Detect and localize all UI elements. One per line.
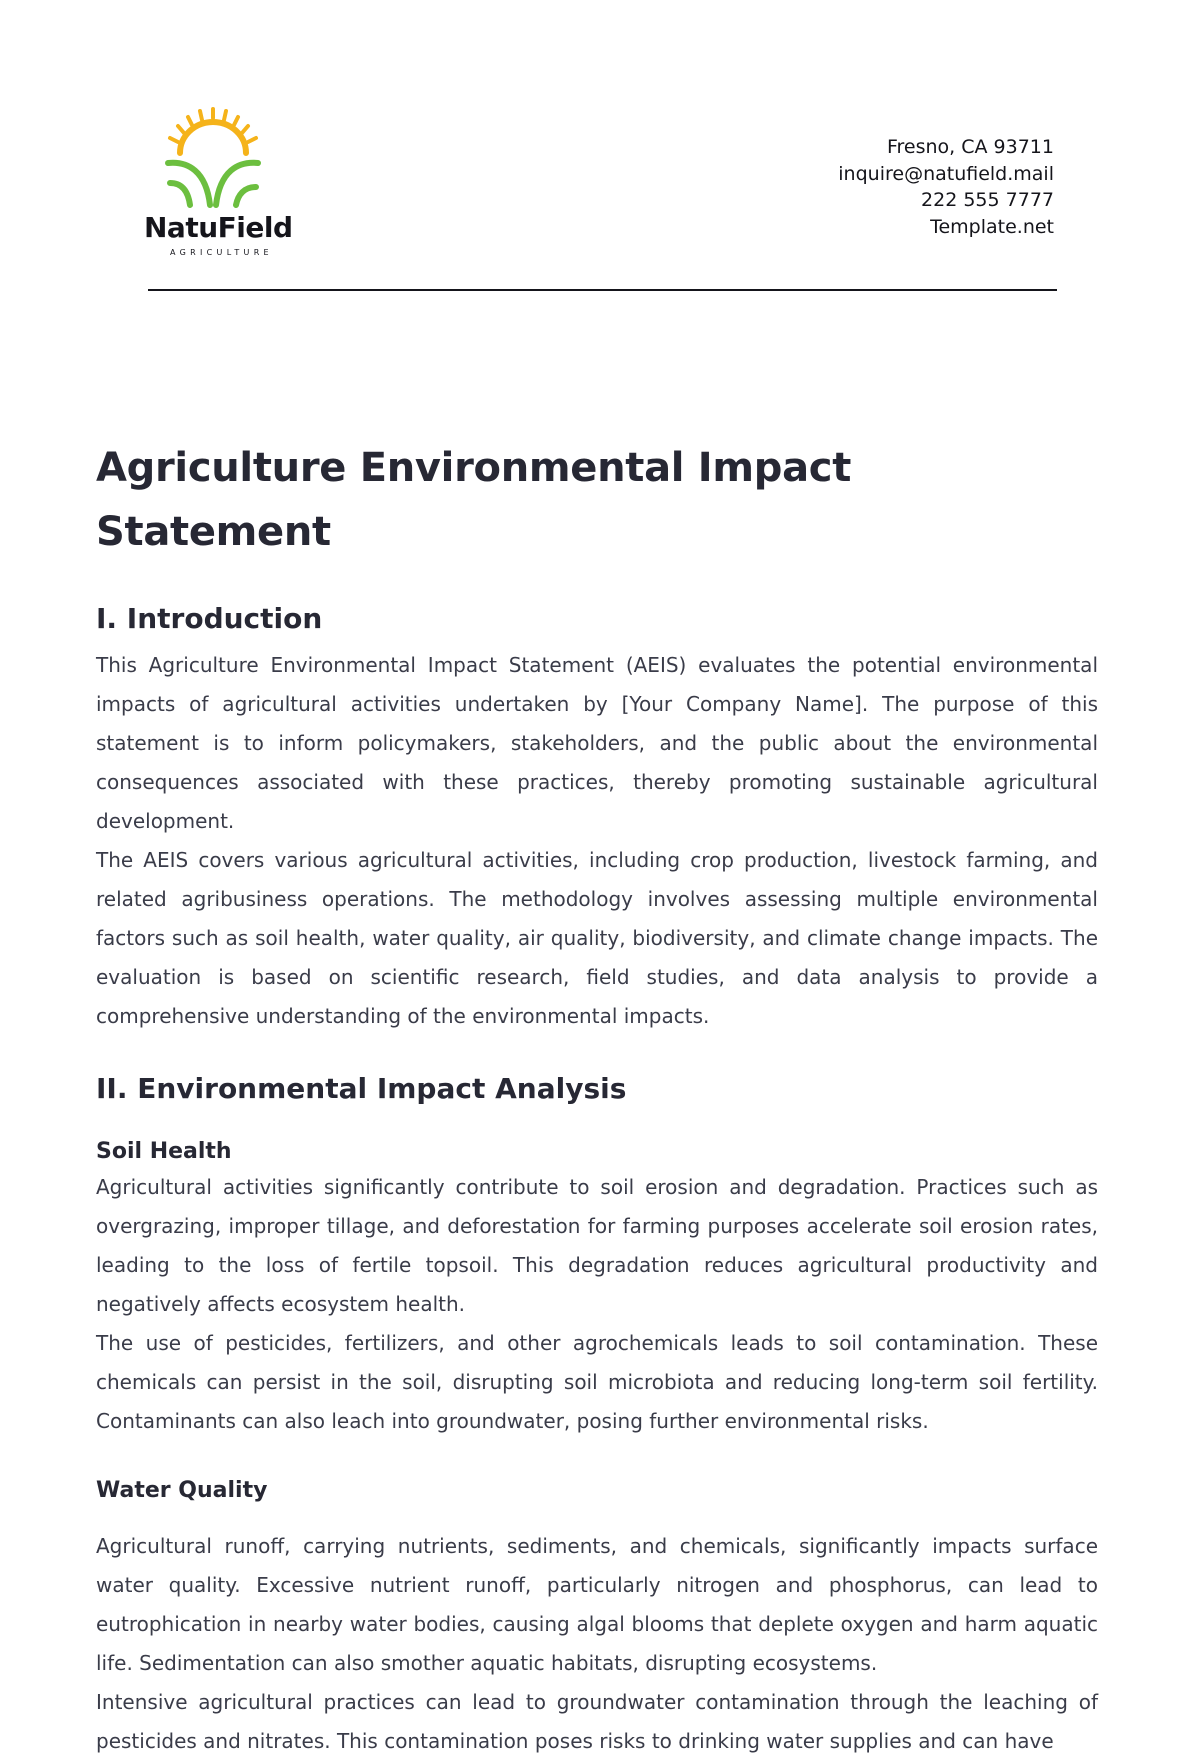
paragraph: Agricultural activities significantly contribute to soil erosion and degradation. Practices such as overgrazing, improper tillage, and deforestation for farming purposes accelerate soil erosion rates, leading to the loss of fertile topsoil. This degradation reduces agricultural productivity and negatively affects ecosystem health. bbox=[96, 1175, 1098, 1316]
paragraph: The AEIS covers various agricultural activities, including crop production, livestock farming, and related agribusiness operations. The methodology involves assessing multiple environmental factors such as soil health, water quality, air quality, biodiversity, and climate change impacts. The evaluation is based on scientific research, field studies, and data analysis to provide a comprehensive understanding of the environmental impacts. bbox=[96, 848, 1098, 1028]
contact-website[interactable]: Template.net bbox=[930, 215, 1054, 238]
contact-block bbox=[838, 134, 1054, 240]
brand-name: NatuField bbox=[144, 211, 293, 244]
paragraph: The use of pesticides, fertilizers, and other agrochemicals leads to soil contamination. These chemicals can persist in the soil, disrupting soil microbiota and reducing long-term soil fertility. Contaminants can also leach into groundwater, posing further environmental risks. bbox=[96, 1331, 1098, 1433]
brand-tagline: AGRICULTURE bbox=[170, 248, 273, 257]
header-divider bbox=[148, 289, 1057, 291]
section-environmental-impact-analysis bbox=[96, 1072, 1098, 1761]
paragraph: Intensive agricultural practices can lead to groundwater contamination through the leaching of pesticides and nitrates. This contamination poses risks to drinking water supplies and can have bbox=[96, 1690, 1098, 1753]
subsection-water-quality bbox=[96, 1475, 1098, 1761]
document-title: Agriculture Environmental Impact Statement bbox=[96, 445, 852, 555]
subsection-heading: Water Quality bbox=[96, 1478, 268, 1503]
subsection-soil-health bbox=[96, 1136, 1098, 1441]
subsection-heading: Soil Health bbox=[96, 1139, 232, 1164]
paragraph: This Agriculture Environmental Impact Statement (AEIS) evaluates the potential environmental impacts of agricultural activities undertaken by [Your Company Name]. The purpose of this statement is to inform policymakers, stakeholders, and the public about the environmental consequences associated with these practices, thereby promoting sustainable agricultural development. bbox=[96, 653, 1098, 833]
section-introduction bbox=[96, 602, 1098, 1036]
section-heading: II. Environmental Impact Analysis bbox=[96, 1072, 627, 1105]
contact-address: Fresno, CA 93711 bbox=[886, 136, 1054, 158]
company-logo bbox=[140, 105, 310, 265]
section-heading: I. Introduction bbox=[96, 602, 323, 635]
contact-phone: 222 555 7777 bbox=[921, 189, 1054, 211]
contact-email[interactable]: inquire@natufield.mail bbox=[838, 162, 1054, 185]
paragraph: Agricultural runoff, carrying nutrients, sediments, and chemicals, significantly impacts surface water quality. Excessive nutrient runoff, particularly nitrogen and phosphorus, can lead to eutrophication in nearby water bodies, causing algal blooms that deplete oxygen and harm aquatic life. Sedimentation can also smother aquatic habitats, disrupting ecosystems. bbox=[96, 1534, 1098, 1675]
sun-field-logo-icon bbox=[158, 105, 268, 215]
document-body bbox=[96, 436, 1098, 1761]
